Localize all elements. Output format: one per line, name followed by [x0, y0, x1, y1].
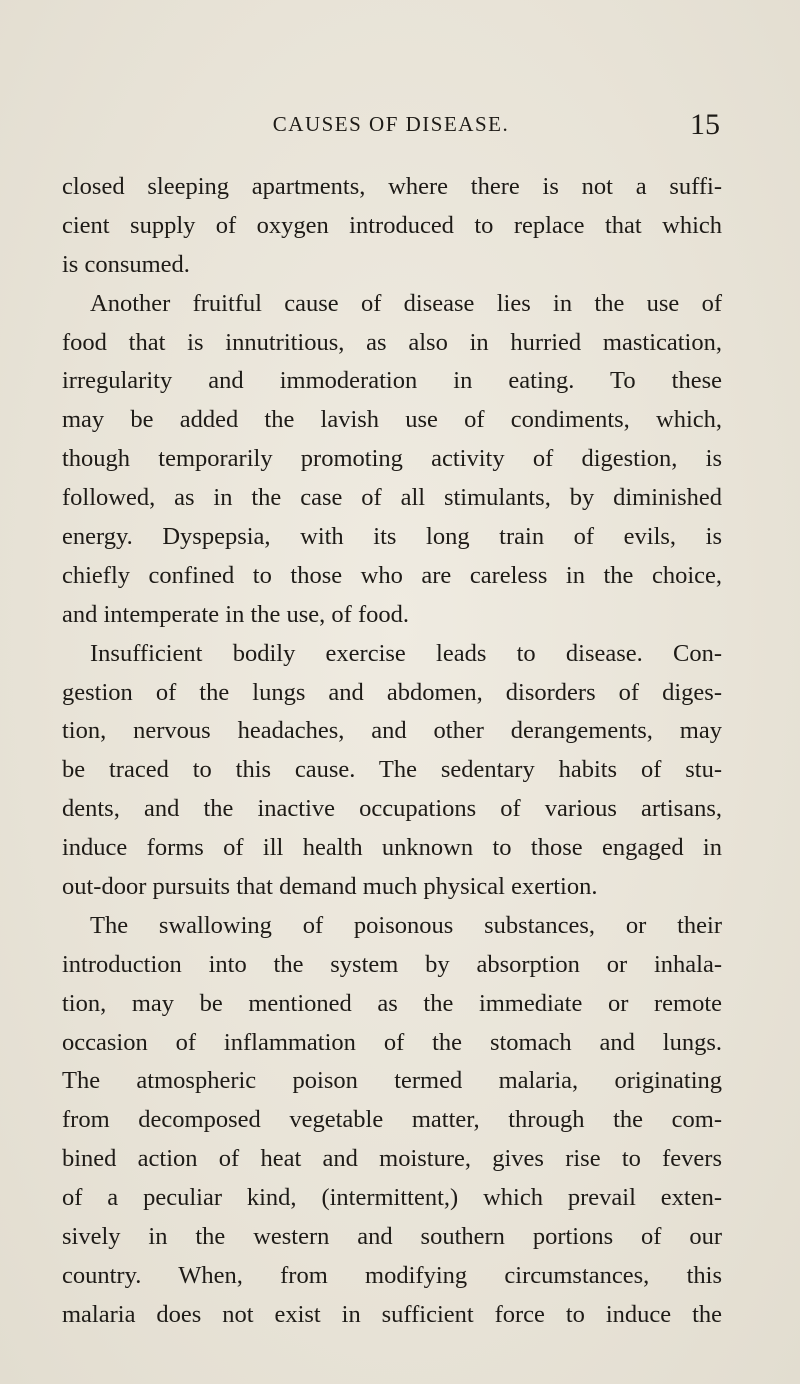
text-line: and intemperate in the use, of food. [62, 600, 409, 628]
page-number: 15 [690, 108, 720, 141]
body-text [62, 168, 722, 1335]
text-line: occasion of inflammation of the stomach and lungs. [62, 1028, 722, 1056]
text-line: from decomposed vegetable matter, through the com- [62, 1106, 722, 1134]
text-line: malaria does not exist in sufficient force to induce the [62, 1300, 722, 1328]
text-line: may be added the lavish use of condiments, which, [62, 406, 722, 434]
text-line: energy. Dyspepsia, with its long train of evils, is [62, 523, 722, 551]
text-line: dents, and the inactive occupations of various artisans, [62, 795, 722, 823]
text-line: Insufficient bodily exercise leads to disease. Con- [90, 639, 722, 667]
text-line: irregularity and immoderation in eating. To these [62, 367, 722, 395]
text-line: out-door pursuits that demand much physical exertion. [62, 873, 598, 901]
text-line: chiefly confined to those who are careless in the choice, [62, 561, 722, 589]
text-line: cient supply of oxygen introduced to replace that which [62, 211, 722, 239]
text-line: The atmospheric poison termed malaria, originating [62, 1067, 722, 1095]
text-line: food that is innutritious, as also in hurried mastication, [62, 328, 722, 356]
text-line: though temporarily promoting activity of digestion, is [62, 445, 722, 473]
text-line: tion, may be mentioned as the immediate or remote [62, 989, 722, 1017]
text-line: induce forms of ill health unknown to those engaged in [62, 834, 722, 862]
text-line: country. When, from modifying circumstances, this [62, 1261, 722, 1289]
text-line: gestion of the lungs and abdomen, disorders of diges- [62, 678, 722, 706]
running-head [62, 108, 720, 148]
text-line: followed, as in the case of all stimulants, by diminished [62, 484, 722, 512]
text-line: introduction into the system by absorption or inhala- [62, 950, 722, 978]
text-line: is consumed. [62, 250, 190, 278]
text-line: bined action of heat and moisture, gives rise to fevers [62, 1145, 722, 1173]
text-line: be traced to this cause. The sedentary habits of stu- [62, 756, 722, 784]
text-line: Another fruitful cause of disease lies in the use of [90, 289, 722, 317]
text-line: tion, nervous headaches, and other derangements, may [62, 717, 722, 745]
text-line: of a peculiar kind, (intermittent,) which prevail exten- [62, 1184, 722, 1212]
text-line: The swallowing of poisonous substances, or their [90, 911, 722, 939]
text-line: closed sleeping apartments, where there is not a suffi- [62, 173, 722, 200]
running-title: CAUSES OF DISEASE. [272, 112, 510, 136]
text-line: sively in the western and southern portions of our [62, 1223, 722, 1251]
